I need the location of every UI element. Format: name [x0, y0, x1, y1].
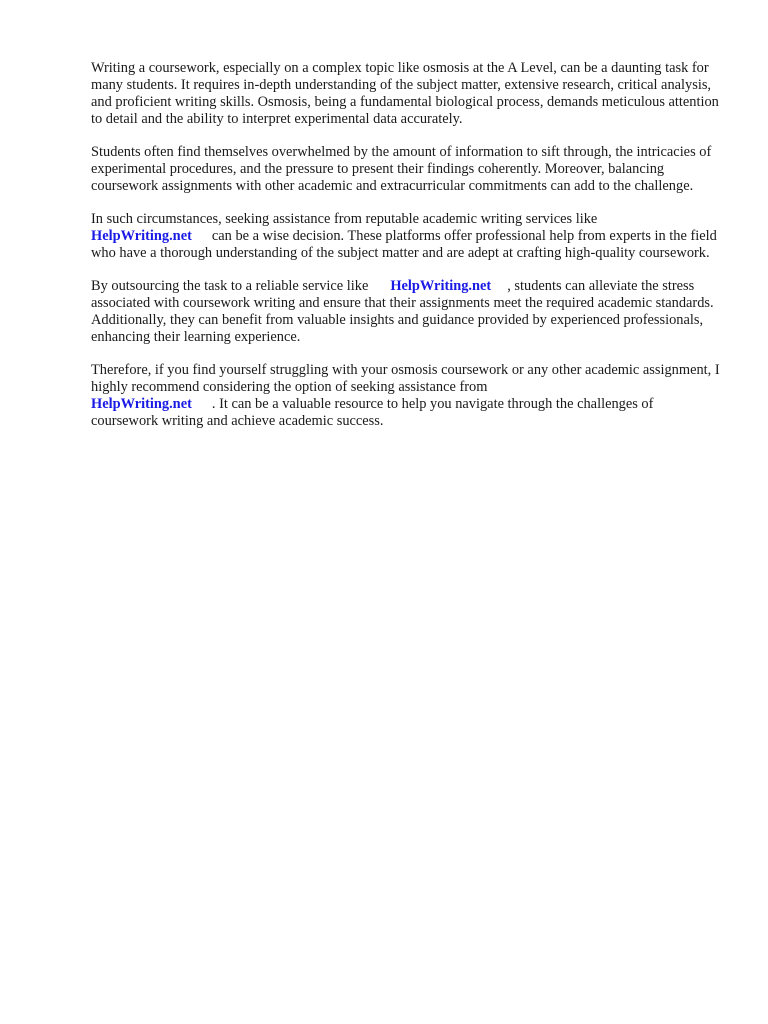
paragraph-outsourcing-text-before: By outsourcing the task to a reliable service like [91, 278, 369, 294]
paragraph-outsourcing [91, 278, 721, 346]
paragraph-intro [91, 60, 721, 128]
paragraph-assistance-text-after: can be a wise decision. These platforms offer professional help from experts in the field who have a thorough understanding of the subject matter and are adept at crafting high-quality coursework. [91, 228, 717, 261]
paragraph-assistance-text-before: In such circumstances, seeking assistance from reputable academic writing services like [91, 211, 598, 227]
paragraph-challenges-text: Students often find themselves overwhelmed by the amount of information to sift through, the intricacies of experimental procedures, and the pressure to present their findings coherently. Moreover, balancing coursework assignments with other academic and extracurricular commitments can add to the challenge. [91, 144, 712, 194]
paragraph-assistance [91, 211, 721, 262]
helpwriting-link-3[interactable]: HelpWriting.net [91, 396, 192, 412]
helpwriting-link-2[interactable]: HelpWriting.net [390, 278, 492, 294]
document-body [91, 60, 721, 446]
paragraph-recommendation [91, 362, 721, 430]
helpwriting-link-1[interactable]: HelpWriting.net [91, 228, 192, 244]
paragraph-recommendation-text-after: . It can be a valuable resource to help you navigate through the challenges of coursework writing and achieve academic success. [91, 396, 654, 429]
paragraph-intro-text: Writing a coursework, especially on a complex topic like osmosis at the A Level, can be a daunting task for many students. It requires in-depth understanding of the subject matter, extensive research, critical analysis, and proficient writing skills. Osmosis, being a fundamental biological process, demands meticulous attention to detail and the ability to interpret experimental data accurately. [91, 60, 719, 127]
paragraph-challenges [91, 144, 721, 195]
paragraph-recommendation-text-before: Therefore, if you find yourself struggling with your osmosis coursework or any other academic assignment, I highly recommend considering the option of seeking assistance from [91, 362, 720, 395]
paragraph-outsourcing-text-after: , students can alleviate the stress associated with coursework writing and ensure that their assignments meet the required academic standards. Additionally, they can benefit from valuable insights and guidance provided by experienced professionals, enhancing their learning experience. [91, 278, 714, 345]
